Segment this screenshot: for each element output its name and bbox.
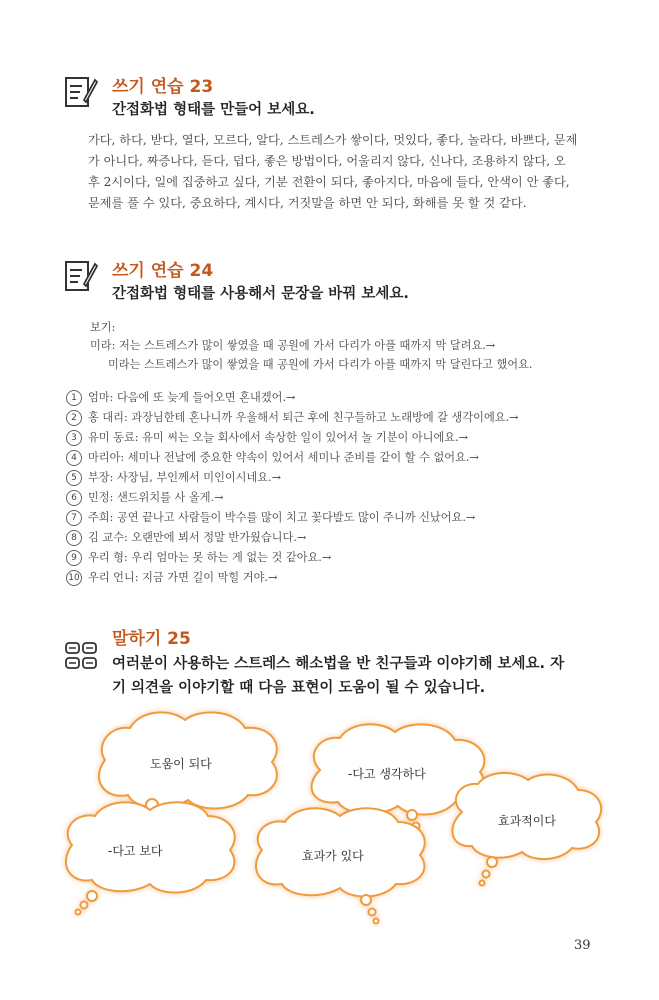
cloud-expression: -다고 보다 bbox=[108, 844, 163, 858]
item-text: 유미 동료: 유미 씨는 오늘 회사에서 속상한 일이 있어서 놀 기분이 아니에요.→ bbox=[88, 431, 469, 444]
item-text: 부장: 사장님, 부인께서 미인이시네요.→ bbox=[88, 471, 282, 484]
item-text: 우리 언니: 지금 가면 길이 막힐 거야.→ bbox=[88, 571, 278, 584]
speech-bubbles-icon bbox=[64, 640, 98, 678]
item-number: 5 bbox=[66, 470, 82, 486]
example-line: 미라: 저는 스트레스가 많이 쌓였을 때 공원에 가서 다리가 아플 때까지 막 달려요.→ bbox=[90, 339, 496, 352]
item-number: 4 bbox=[66, 450, 82, 466]
list-item bbox=[66, 448, 479, 468]
word-list-line: 후 2시이다, 일에 집중하고 싶다, 기분 전환이 되다, 좋아지다, 마음에 들다, 안색이 안 좋다, bbox=[88, 175, 570, 189]
item-number: 2 bbox=[66, 410, 82, 426]
item-number: 6 bbox=[66, 490, 82, 506]
section25-title: 말하기 25 bbox=[112, 629, 191, 649]
item-text: 김 교수: 오랜만에 뵈서 정말 반가웠습니다.→ bbox=[88, 531, 307, 544]
item-text: 민정: 샌드위치를 사 올게.→ bbox=[88, 491, 224, 504]
cloud-expression: -다고 생각하다 bbox=[348, 767, 426, 781]
thought-dot bbox=[374, 919, 379, 924]
list-item bbox=[66, 508, 475, 528]
word-list-line: 문제를 풀 수 있다, 중요하다, 계시다, 거짓말을 하면 안 되다, 화해를 못 할 것 같다. bbox=[88, 196, 527, 210]
page-number: 39 bbox=[574, 938, 591, 953]
thought-dot bbox=[487, 857, 497, 867]
thought-dot bbox=[369, 909, 376, 916]
item-number: 1 bbox=[66, 390, 82, 406]
thought-dot bbox=[483, 871, 490, 878]
item-number: 3 bbox=[66, 430, 82, 446]
list-item bbox=[66, 388, 295, 408]
writing-pencil-icon bbox=[64, 74, 98, 114]
thought-dot bbox=[76, 910, 81, 915]
list-item bbox=[66, 488, 223, 508]
exercise-list bbox=[66, 388, 646, 588]
section23-title: 쓰기 연습 23 bbox=[112, 77, 214, 97]
thought-dot bbox=[81, 902, 88, 909]
thought-dot bbox=[480, 881, 485, 886]
word-list-line: 가 아니다, 짜증나다, 듣다, 덥다, 좋은 방법이다, 어울리지 않다, 신나다, 조용하지 않다, 오 bbox=[88, 154, 566, 168]
section23-word-list bbox=[88, 130, 577, 214]
list-item bbox=[66, 568, 277, 588]
item-number: 9 bbox=[66, 550, 82, 566]
list-item bbox=[66, 428, 468, 448]
thought-clouds bbox=[0, 700, 659, 930]
thought-dot bbox=[407, 810, 417, 820]
cloud-expression: 효과가 있다 bbox=[302, 849, 364, 863]
item-text: 마리아: 세미나 전날에 중요한 약속이 있어서 세미나 준비를 같이 할 수 없어요.→ bbox=[88, 451, 479, 464]
section24-instruction: 간접화법 형태를 사용해서 문장을 바꿔 보세요. bbox=[112, 286, 409, 302]
item-text: 우리 형: 우리 엄마는 못 하는 게 없는 것 같아요.→ bbox=[88, 551, 332, 564]
section25-instruction-line: 기 의견을 이야기할 때 다음 표현이 도움이 될 수 있습니다. bbox=[112, 680, 486, 696]
section25-instruction bbox=[112, 652, 564, 700]
example-label: 보기: bbox=[90, 321, 116, 334]
word-list-line: 가다, 하다, 받다, 열다, 모르다, 알다, 스트레스가 쌓이다, 멋있다, 좋다, 놀라다, 바쁘다, 문제 bbox=[88, 133, 578, 147]
item-text: 엄마: 다음에 또 늦게 들어오면 혼내겠어.→ bbox=[88, 391, 296, 404]
item-number: 10 bbox=[66, 570, 82, 586]
list-item bbox=[66, 408, 519, 428]
writing-pencil-icon bbox=[64, 258, 98, 298]
list-item bbox=[66, 548, 331, 568]
list-item bbox=[66, 468, 281, 488]
thought-dot bbox=[87, 891, 97, 901]
item-number: 8 bbox=[66, 530, 82, 546]
section25-instruction-line: 여러분이 사용하는 스트레스 해소법을 반 친구들과 이야기해 보세요. 자 bbox=[112, 656, 565, 672]
section24-title: 쓰기 연습 24 bbox=[112, 261, 214, 281]
thought-dot bbox=[361, 895, 371, 905]
cloud-expression: 효과적이다 bbox=[498, 814, 556, 828]
list-item bbox=[66, 528, 306, 548]
item-number: 7 bbox=[66, 510, 82, 526]
item-text: 주희: 공연 끝나고 사람들이 박수를 많이 치고 꽃다발도 많이 주니까 신났어요.→ bbox=[88, 511, 476, 524]
section23-instruction: 간접화법 형태를 만들어 보세요. bbox=[112, 102, 315, 118]
cloud-expression: 도움이 되다 bbox=[150, 757, 212, 771]
item-text: 홍 대리: 과장님한테 혼나니까 우울해서 퇴근 후에 친구들하고 노래방에 갈 생각이에요.→ bbox=[88, 411, 519, 424]
example-line: 미라는 스트레스가 많이 쌓였을 때 공원에 가서 다리가 아플 때까지 막 달린다고 했어요. bbox=[108, 358, 533, 371]
